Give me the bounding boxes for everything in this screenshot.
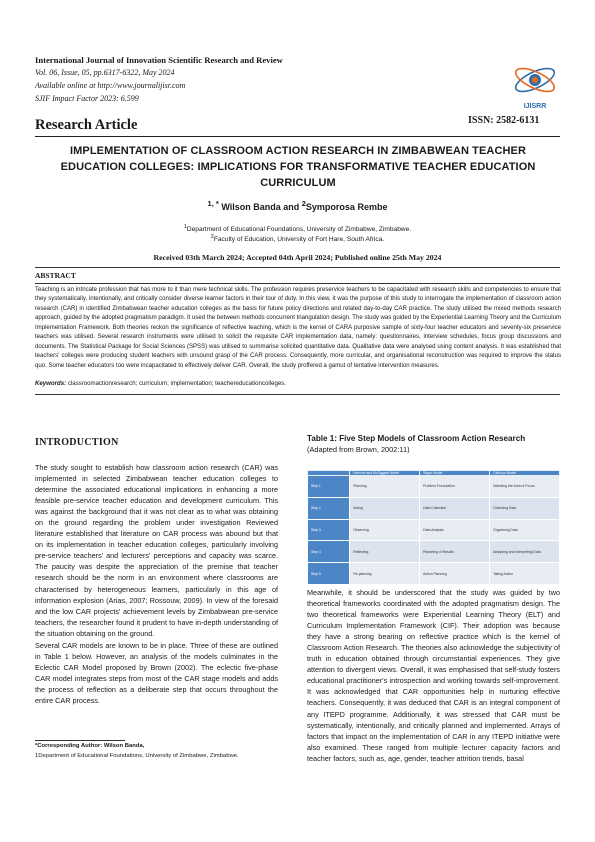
table-row [308,519,560,541]
footnote-rule [35,740,125,741]
table-body [308,476,560,585]
keywords-list: classroomactionresearch; curriculum; implementation; teachereducationcolleges. [66,380,286,387]
abstract-text: Teaching is an intricate profession that has more to it than mere technical skills. The profession requires preservice teachers to be capacitated with research skills and competencies to ensure that they systematically, intentionally, and critically consider diverse learner factors in their tour of duty. In this view, it was the purpose of this study to interrogate the implementation of classroom action research (CAR) in identified Zimbabwean teacher education colleges as the basis for future policy directions and related day-to-day CAR practice. The study utilised the mixed methods research approach, guided by the adopted pragmatism paradigm. It used the between methods concurrent triangulation design. The study was guided by the Experiential Learning Theory and the Curriculum Implementation Framework. Both theories reckon the significance of reflective teaching, which is the kernel of CARA purposive sample of sixty-four teacher educators and seventy-six preservice teachers was utilised. Several research instruments were utilised to solicit the requisite CAR implementation data, namely: questionnaires, interview schedules, focus group discussions and documents. The Statistical Package for Social Sciences (SPSS) was utilised to summarise solicited quantitative data. Qualitative data were analysed using content analysis. It was established that teachers' colleges were producing student teachers with unsound grasp of the CAR process. Consequently, more curricular, and organisational reconstruction was required to improve the status quo. Some teacher educators too were incapacitated to effectively deliver CAR. Overall, the study proffered a gamut of tentative intervention measures. [35,287,561,369]
affiliation-1-text: Department of Educational Foundations, University of Zimbabwe, Zimbabwe. [186,226,412,234]
table-cell: Reflecting [350,541,420,563]
intro-paragraph-2: Several CAR models are known to be in place. Three of these are outlined in Table 1 below. However, an analysis of the models culminates in the Eclectic CAR Model proposed by Brown (2002). The eclectic five-phase CAR model integrates steps from most of the CAR stage models and adds the process of reflection as a deliberate step that occurs throughout the entire CAR process. [35,641,278,706]
table-cell: Re-planning [350,563,420,585]
paper-title: IMPLEMENTATION OF CLASSROOM ACTION RESEARCH IN ZIMBABWEAN TEACHER EDUCATION COLLEGES: IMPLICATIONS FOR TRANSFORMATIVE TEACHER EDUCATION CURRICULUM [60,145,536,189]
table-cell: Planning [350,476,420,498]
table-cell: Problem Formulation [420,476,490,498]
author-1: Wilson Banda and [218,202,302,212]
table-cell: Action Planning [420,563,490,585]
table-row [308,563,560,585]
corresponding-author-note: *Corresponding Author: Wilson Banda, [35,743,145,749]
table-cell: Data Collection [420,497,490,519]
abstract-top-rule [35,267,560,268]
intro-paragraph-1: The study sought to establish how classroom action research (CAR) was implemented in selected Zimbabwean teacher education colleges to determine the associated educational implications in enhancing a more feasible pre-service teacher education and development curriculum. This was against the background that it was not clear as to what was obtaining on the ground regarding the problem under investigation Reviewed literature established that literature on CAR process was abound but that on its implementation in teacher education colleges, particularly involving pre-service teachers' and lecturers' perceptions and capacity was scarce. The paucity was despite the appreciation of the premise that teacher research should be the norm in an environment where classrooms are characterised by heterogeneous learners, particularly in this age of information explosion (Arias, 2007; Rossouw, 2009). In view of the foresaid and the low CAR projects' achievement levels by Zimbabwean pre-service teachers, the researcher found it prudent to have in-depth understanding of the situation obtaining on the ground. [35,463,278,638]
publication-dates: Received 03th March 2024; Accepted 04th April 2024; Published online 25th May 2024 [153,253,442,262]
table-row-header: Step 4 [308,541,350,563]
table-cell: Collecting Data [490,497,560,519]
abstract-bottom-rule [35,394,560,395]
article-type-label: Research Article [35,117,138,133]
table-row [308,497,560,519]
table-cell: Taking Action [490,563,560,585]
table-row-header: Step 5 [308,563,350,585]
table-1-image [307,470,560,585]
table-cell: Acting [350,497,420,519]
issn: ISSN: 2582-6131 [468,115,540,126]
author-1-marker: 1, * [207,199,219,208]
affiliation-1-marker: 1 [183,224,187,230]
keywords-line [35,380,561,387]
author-line [150,199,445,212]
table-header-cell: Calhoun Model [490,471,560,476]
volume-line: Vol. 06, Issue, 05, pp.6317-6322, May 2024 [35,68,175,77]
affiliation-2 [120,234,475,243]
abstract-heading-rule [35,283,560,284]
table-cell: Analysing and Interpreting Data [490,541,560,563]
table-caption: Table 1: Five Step Models of Classroom Action Research [307,434,526,443]
abstract-heading: ABSTRACT [35,271,76,280]
journal-logo [508,58,562,112]
available-online-line: Available online at http://www.journalijisr.com [35,81,186,90]
table-cell: Observing [350,519,420,541]
footnote-affiliation: 1Department of Educational Foundations, University of Zimbabwe, Zimbabwe. [35,753,239,759]
table-cell: Selecting the Area of Focus [490,476,560,498]
journal-name: International Journal of Innovation Scientific Research and Review [35,55,283,65]
table-row [308,541,560,563]
section-heading-introduction: INTRODUCTION [35,437,119,448]
table-row-header: Step 1 [308,476,350,498]
affiliation-2-marker: 2 [210,234,214,240]
header-divider [35,136,560,137]
table-subcaption: (Adapted from Brown, 2002:11) [307,445,410,454]
author-2-marker: 2 [301,199,306,208]
table-row-header: Step 2 [308,497,350,519]
logo-text: IJISRR [523,103,547,110]
impact-factor-line: SJIF Impact Factor 2023: 6.599 [35,94,139,103]
car-models-table [307,470,560,585]
table-cell: Organising Data [490,519,560,541]
table-header-cell: Sagor Model [420,471,490,476]
table-row [308,476,560,498]
affiliation-1 [120,224,475,233]
table-row-header: Step 3 [308,519,350,541]
table-header-cell: Kemmis and McTaggart Model [350,471,420,476]
author-2: Symporosa Rembe [305,202,388,212]
keywords-label: Keywords: [35,380,67,387]
intro-paragraph-3: Meanwhile, it should be underscored that the study was guided by two theoretical frameworks coordinated with the adopted pragmatism design. The two theoretical frameworks were Experiential Learning Theory (ELT) and Curriculum Implementation Framework (CIF). Their adoption was because they have a strong bearing on reflective practice which is the kernel of Classroom Action Research. The theories also acknowledge the subjectivity of truth in education obtained through circumstantial experiences. They give attention to divergent views. Overall, it was emphasised that self-study fosters educational practitioner's introspection and working towards self-improvement. It was acknowledged that CAR opportunities help in nurturing effective teachers. Consequently, it was deduced that CAR is an integral component of any ITEPD programme. Additionally, it was stressed that CAR must be systematically, intentionally, and critically planned and implemented. Arrays of factors that impact on the implementation of CAR in any ITEPD initiative were also examined. These ranged from multiple lecturer capacity factors and teacher factors, such as, age, gender, teacher attrition trends, basal [307,588,560,763]
table-cell: Data Analysis [420,519,490,541]
table-cell: Reporting of Results [420,541,490,563]
affiliation-2-text: Faculty of Education, University of Fort Hare, South Africa. [213,236,385,244]
